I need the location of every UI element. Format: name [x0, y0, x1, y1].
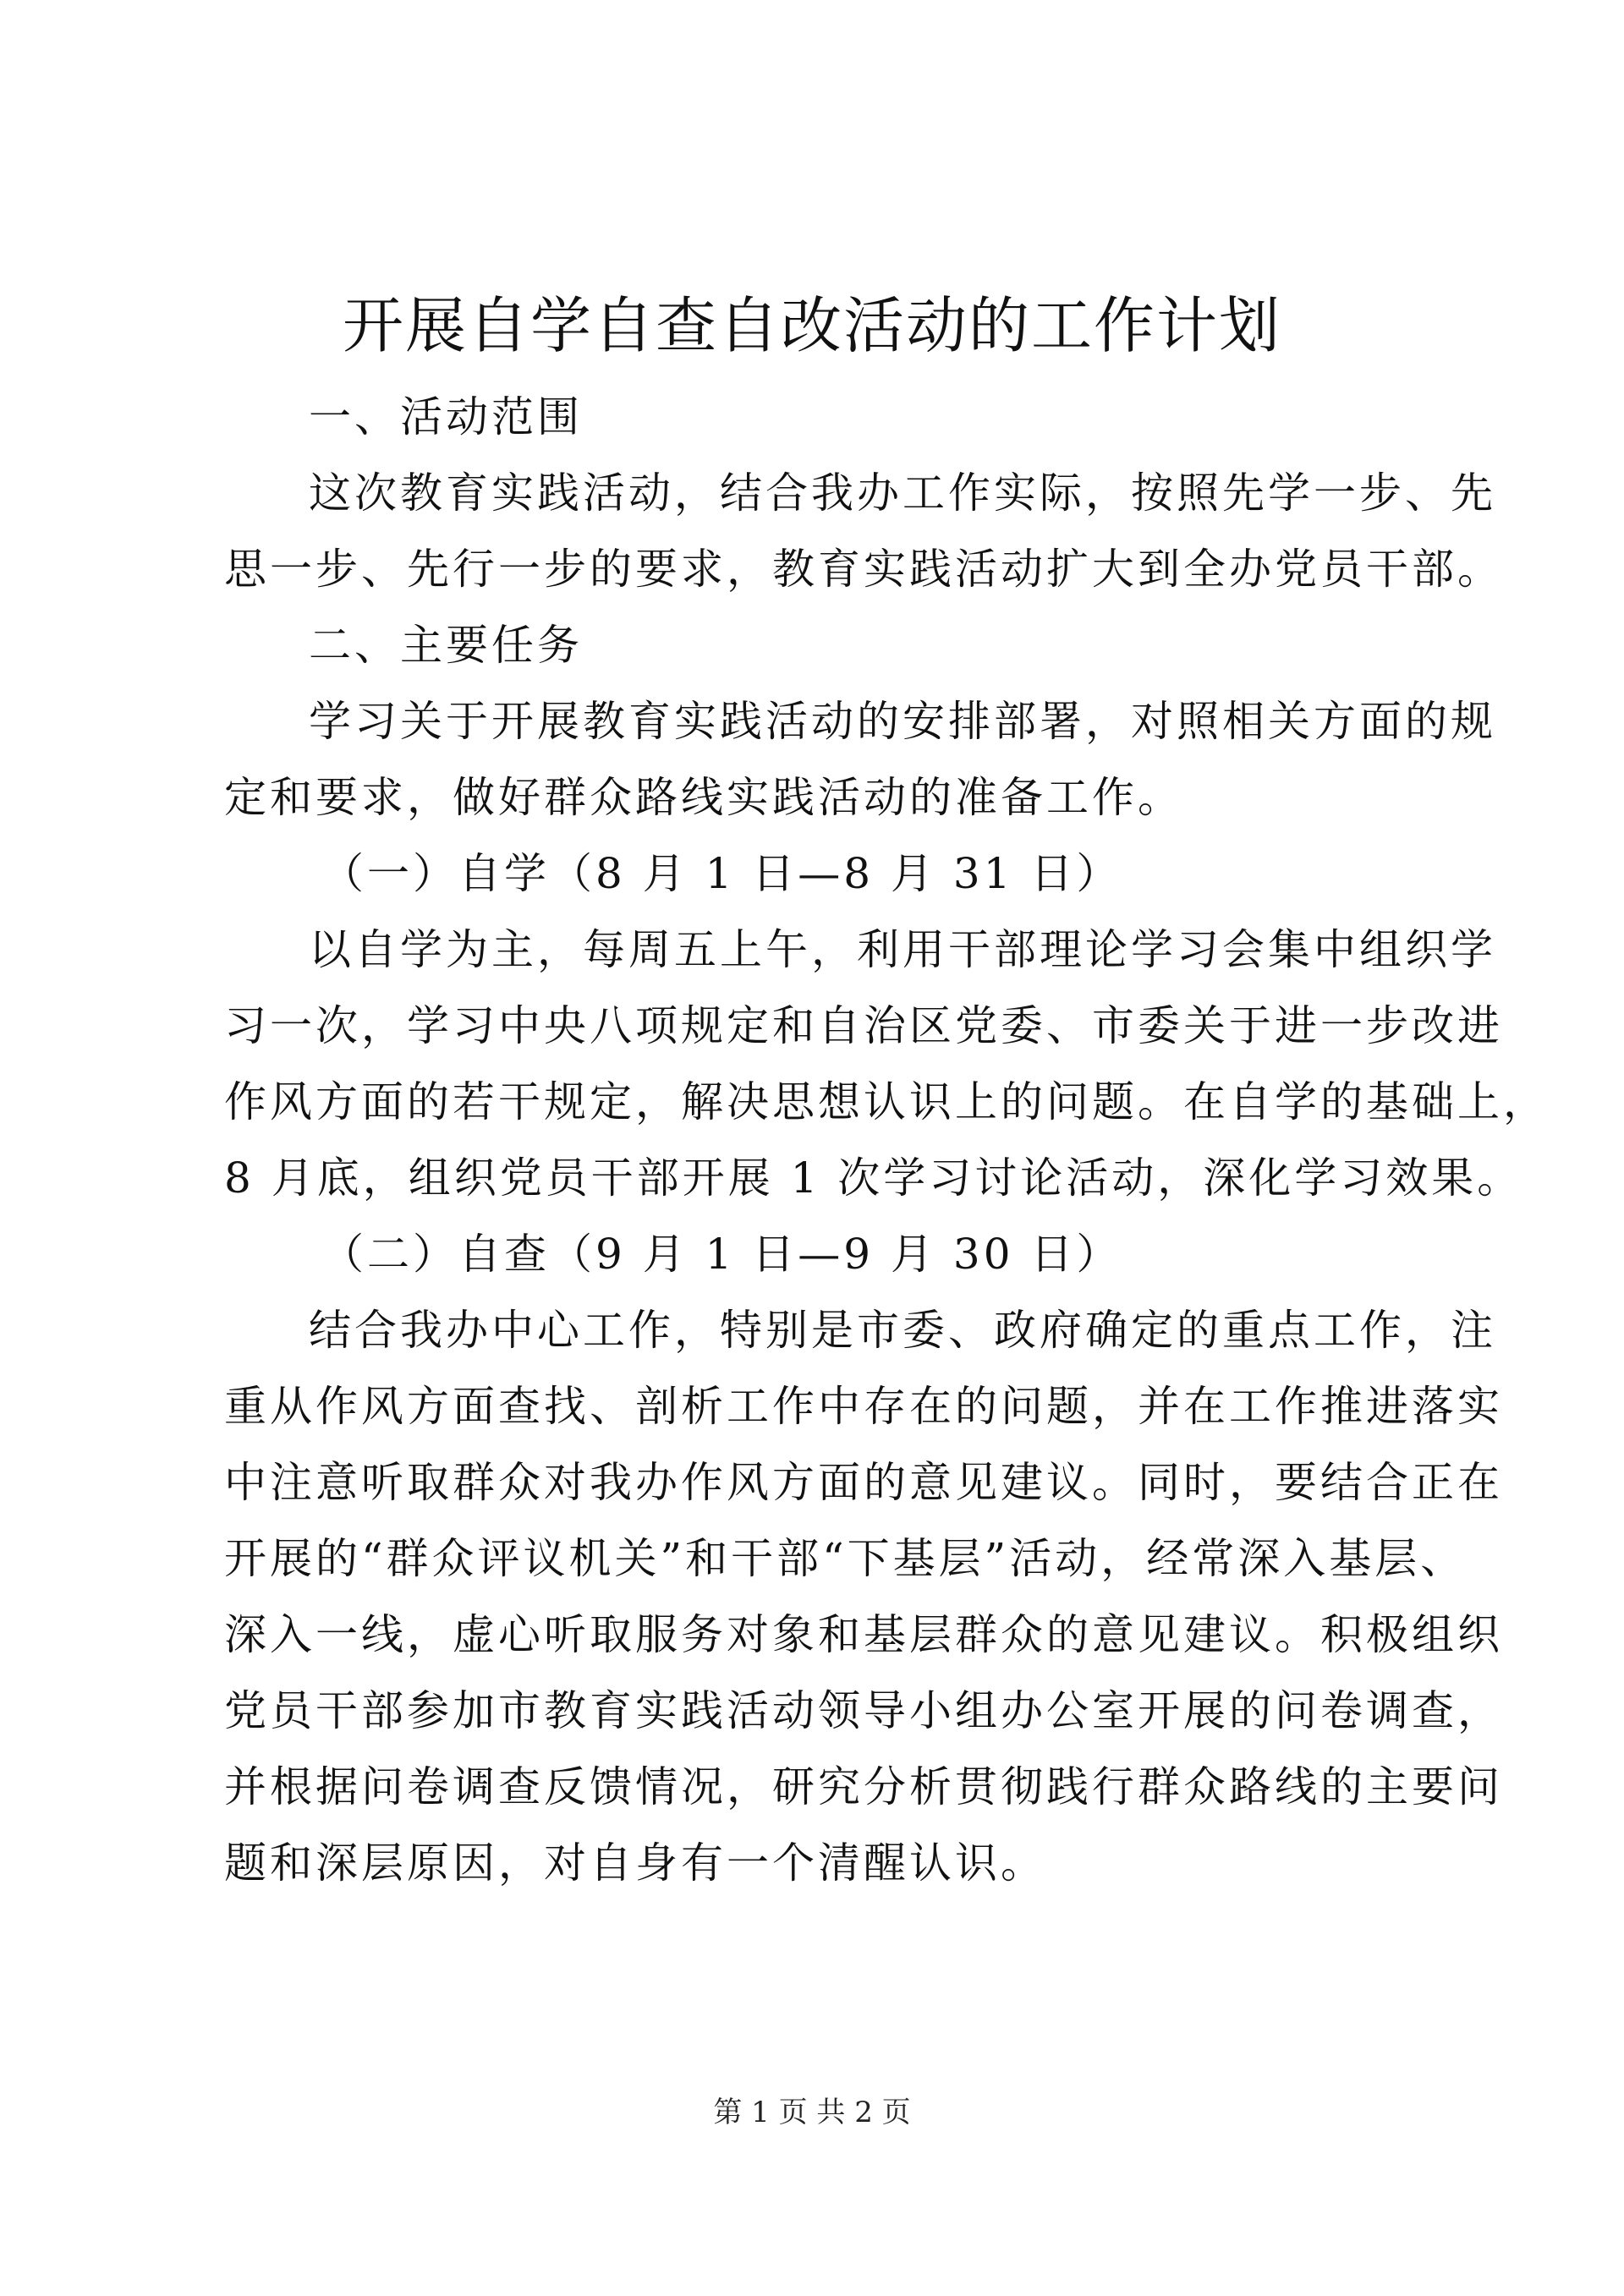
section-heading-tasks: 二、主要任务 [309, 621, 583, 670]
paragraph-line: 思一步、先行一步的要求，教育实践活动扩大到全办党员干部。 [224, 545, 1503, 594]
paragraph-line: 习一次，学习中央八项规定和自治区党委、市委关于进一步改进 [224, 1001, 1503, 1050]
paragraph-line: 深入一线，虚心听取服务对象和基层群众的意见建议。积极组织 [224, 1610, 1503, 1659]
paragraph-line: 重从作风方面查找、剖析工作中存在的问题，并在工作推进落实 [224, 1382, 1503, 1431]
subsection-heading-self-study: （一）自学（8 月 1 日—8 月 31 日） [321, 849, 1122, 898]
document-title: 开展自学自查自改活动的工作计划 [342, 290, 1281, 361]
paragraph-line: 作风方面的若干规定，解决思想认识上的问题。在自学的基础上， [224, 1077, 1549, 1126]
paragraph-line: 以自学为主，每周五上午，利用干部理论学习会集中组织学 [309, 925, 1496, 974]
paragraph-line: 中注意听取群众对我办作风方面的意见建议。同时，要结合正在 [224, 1458, 1503, 1507]
subsection-heading-self-check: （二）自查（9 月 1 日—9 月 30 日） [321, 1230, 1122, 1279]
paragraph-line: 题和深层原因，对自身有一个清醒认识。 [224, 1838, 1046, 1888]
page-number-footer: 第 1 页 共 2 页 [713, 2096, 911, 2129]
section-heading-scope: 一、活动范围 [309, 392, 583, 441]
document-body [224, 379, 1549, 1901]
paragraph-line: 开展的“群众评议机关”和干部“下基层”活动，经常深入基层、 [224, 1534, 1467, 1583]
paragraph-line: 定和要求，做好群众路线实践活动的准备工作。 [224, 773, 1183, 822]
paragraph-line: 结合我办中心工作，特别是市委、政府确定的重点工作，注 [309, 1306, 1496, 1355]
paragraph-line: 并根据问卷调查反馈情况，研究分析贯彻践行群众路线的主要问 [224, 1762, 1503, 1811]
paragraph-line: 学习关于开展教育实践活动的安排部署，对照相关方面的规 [309, 697, 1496, 746]
paragraph-line: 党员干部参加市教育实践活动领导小组办公室开展的问卷调查， [224, 1686, 1503, 1735]
paragraph-line: 这次教育实践活动，结合我办工作实际，按照先学一步、先 [309, 469, 1496, 518]
paragraph-line: 8 月底，组织党员干部开展 1 次学习讨论活动，深化学习效果。 [224, 1153, 1523, 1203]
